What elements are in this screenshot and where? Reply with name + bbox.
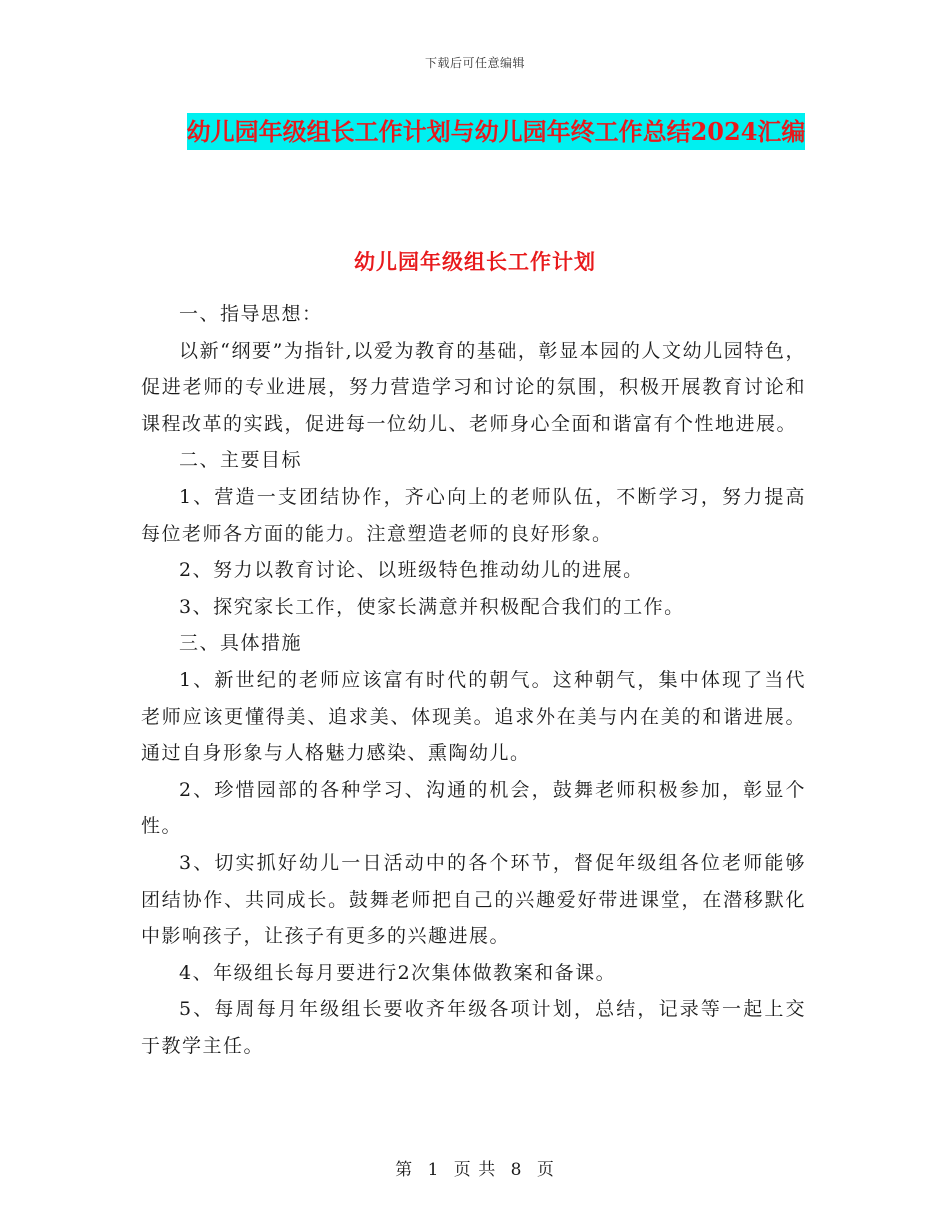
paragraph-heading-guiding-thought: 一、指导思想： — [179, 303, 323, 325]
document-title-text: 幼儿园年级组长工作计划与幼儿园年终工作总结2024汇编 — [187, 113, 806, 150]
page-footer — [0, 1155, 950, 1180]
paragraph: 2、努力以教育讨论、以班级特色推动幼儿的进展。 — [179, 559, 644, 582]
paragraph: 以新“纲要”为指针,以爱为教育的基础，彰显本园的人文幼儿园特色，促进老师的专业进展，努力营造学习和讨论的氛围，积极开展教育讨论和课程改革的实践，促进每一位幼儿、老师身心全面和谐富有个性地进展。 — [141, 339, 806, 435]
paragraph: 5、每周每月年级组长要收齐年级各项计划，总结，记录等一起上交于教学主任。 — [141, 998, 806, 1057]
paragraph-heading-measures: 三、具体措施 — [179, 632, 303, 655]
footer-total-pages: 8 — [510, 1160, 523, 1180]
footer-page-number: 1 — [427, 1160, 440, 1180]
paragraph: 2、珍惜园部的各种学习、沟通的机会，鼓舞老师积极参加，彰显个性。 — [141, 778, 806, 838]
paragraph: 4、年级组长每月要进行2次集体做教案和备课。 — [179, 961, 617, 984]
footer-suffix: 页 — [536, 1160, 555, 1180]
section-title: 幼儿园年级组长工作计划 — [354, 249, 596, 274]
paragraph: 1、新世纪的老师应该富有时代的朝气。这种朝气，集中体现了当代老师应该更懂得美、追求美、体现美。追求外在美与内在美的和谐进展。通过自身形象与人格魅力感染、熏陶幼儿。 — [141, 668, 806, 765]
header-note: 下载后可任意编辑 — [424, 56, 525, 70]
document-title — [186, 110, 806, 154]
document-body — [141, 296, 806, 1064]
footer-middle: 页 共 — [453, 1160, 497, 1180]
paragraph: 3、探究家长工作，使家长满意并积极配合我们的工作。 — [179, 595, 685, 618]
paragraph: 3、切实抓好幼儿一日活动中的各个环节，督促年级组各位老师能够团结协作、共同成长。鼓舞老师把自己的兴趣爱好带进课堂，在潜移默化中影响孩子，让孩子有更多的兴趣进展。 — [141, 851, 806, 948]
paragraph: 1、营造一支团结协作，齐心向上的老师队伍，不断学习，努力提高每位老师各方面的能力。注意塑造老师的良好形象。 — [141, 485, 806, 545]
footer-prefix: 第 — [395, 1160, 414, 1180]
paragraph-heading-main-goals: 二、主要目标 — [179, 449, 303, 472]
